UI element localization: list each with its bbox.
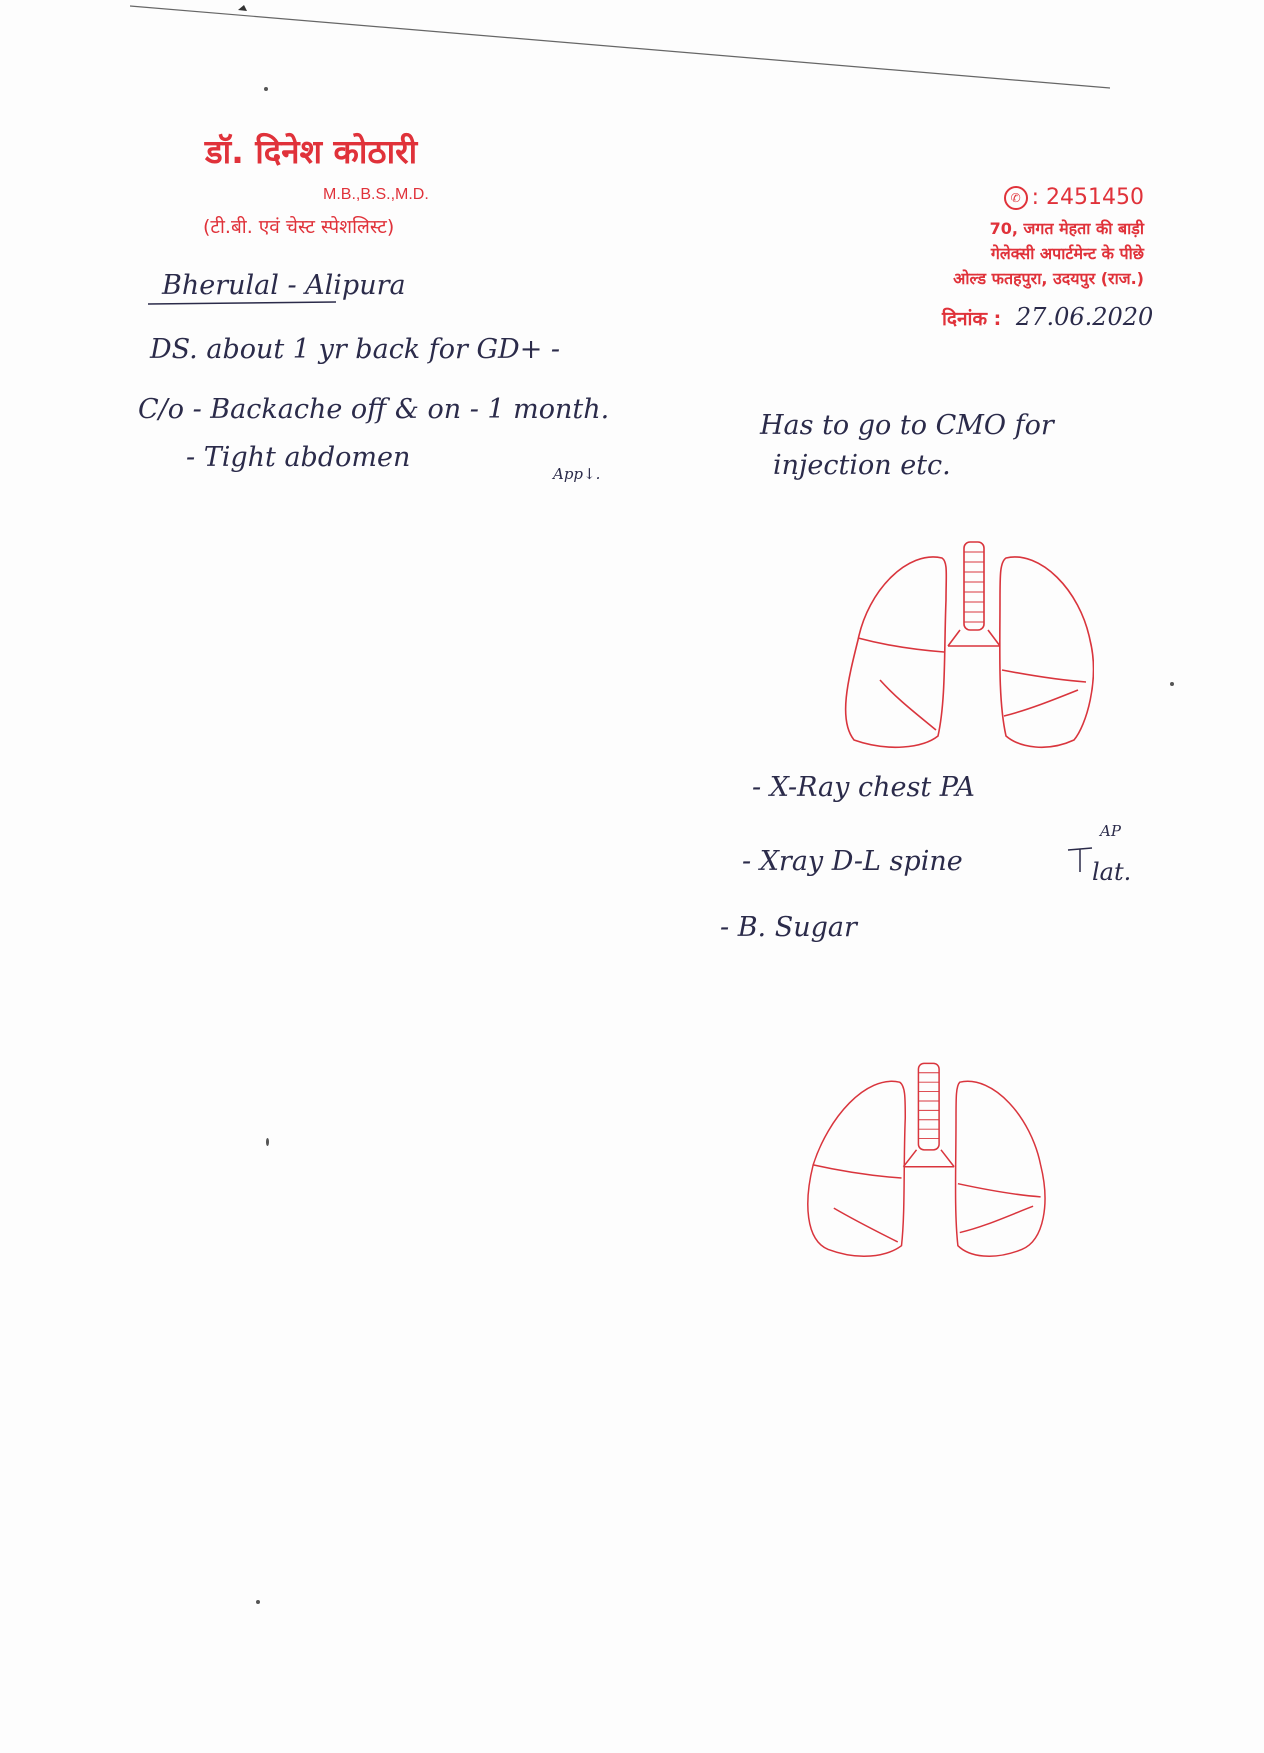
- patient-name: Bherulal - Alipura: [162, 270, 406, 301]
- address-line-2: गेलेक्सी अपार्टमेन्ट के पीछे: [990, 244, 1144, 263]
- date-label: दिनांक :: [942, 308, 1002, 330]
- speck: [1170, 682, 1174, 686]
- advice-injection: injection etc.: [773, 450, 951, 481]
- spine-view-ap: AP: [1100, 822, 1121, 840]
- appetite-note: App↓.: [553, 465, 601, 483]
- lungs-diagram: [800, 1058, 1050, 1268]
- history-ds: DS. about 1 yr back for GD+ -: [150, 334, 561, 365]
- complaint-backache: C/o - Backache off & on - 1 month.: [138, 394, 610, 425]
- address-line-1: 70, जगत मेहता की बाड़ी: [989, 219, 1144, 238]
- doctor-qualification: M.B.,B.S.,M.D.: [323, 186, 429, 203]
- lungs-diagram: [828, 540, 1094, 756]
- speck: [256, 1600, 260, 1604]
- spine-view-lat: lat.: [1092, 858, 1132, 886]
- investigation-xray-spine: - Xray D-L spine: [742, 846, 963, 877]
- address-line-3: ओल्ड फतहपुरा, उदयपुर (राज.): [953, 269, 1144, 288]
- scan-top-edge: [130, 0, 1240, 100]
- investigation-xray-chest: - X-Ray chest PA: [752, 772, 975, 803]
- phone-number: : 2451450: [1031, 185, 1144, 210]
- spine-view-bracket: [1066, 846, 1096, 876]
- investigation-blood-sugar: - B. Sugar: [720, 912, 857, 943]
- patient-underline: [148, 300, 338, 308]
- date-value: 27.06.2020: [1015, 303, 1154, 331]
- doctor-specialty: (टी.बी. एवं चेस्ट स्पेशलिस्ट): [203, 216, 395, 238]
- speck: [264, 87, 268, 91]
- speck: [266, 1138, 269, 1146]
- contact-block: [953, 185, 1144, 291]
- complaint-tight-abdomen: - Tight abdomen: [186, 442, 411, 473]
- date-row: [942, 303, 1153, 331]
- doctor-name: डॉ. दिनेश कोठारी: [205, 132, 418, 171]
- advice-cmo: Has to go to CMO for: [760, 410, 1054, 441]
- phone-line: [953, 185, 1144, 210]
- phone-icon: ✆: [1004, 186, 1028, 210]
